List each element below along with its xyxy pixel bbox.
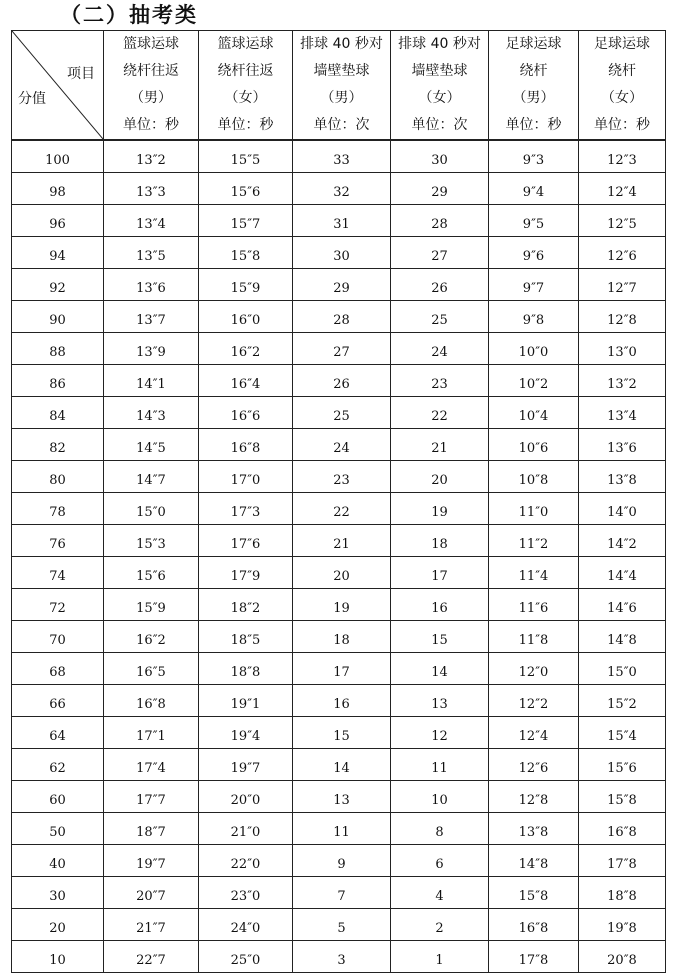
column-header-line: 单位：秒 (505, 117, 562, 133)
value-cell: 16″8 (104, 685, 199, 717)
value-cell: 13″4 (104, 205, 199, 237)
table-row (12, 845, 666, 877)
value-cell: 16″8 (579, 813, 666, 845)
value-cell: 13″6 (104, 269, 199, 301)
score-cell: 94 (12, 237, 104, 269)
value-cell: 27 (293, 333, 391, 365)
value-cell: 16″2 (104, 621, 199, 653)
table-row (12, 365, 666, 397)
value-cell: 13″5 (104, 237, 199, 269)
value-cell: 15″3 (104, 525, 199, 557)
value-cell: 13 (293, 781, 391, 813)
column-header-line: 绕杆往返 (123, 63, 179, 79)
column-header-line: 墙壁垫球 (411, 63, 468, 79)
value-cell: 26 (391, 269, 489, 301)
column-header-line: 绕杆往返 (217, 63, 274, 79)
value-cell: 33 (293, 140, 391, 173)
value-cell: 14″5 (104, 429, 199, 461)
score-table (11, 30, 666, 973)
value-cell: 18 (391, 525, 489, 557)
value-cell: 14 (293, 749, 391, 781)
table-row (12, 301, 666, 333)
value-cell: 12″3 (579, 140, 666, 173)
table-row (12, 205, 666, 237)
score-table-body (12, 140, 666, 973)
value-cell: 17″8 (489, 941, 579, 973)
value-cell: 16″6 (199, 397, 293, 429)
column-header-line: 排球 40 秒对 (398, 36, 481, 52)
page-title: （二）抽考类 (60, 3, 198, 27)
value-cell: 20″7 (104, 877, 199, 909)
value-cell: 14″4 (579, 557, 666, 589)
value-cell: 18″2 (199, 589, 293, 621)
value-cell: 22″7 (104, 941, 199, 973)
value-cell: 22 (293, 493, 391, 525)
value-cell: 6 (391, 845, 489, 877)
value-cell: 26 (293, 365, 391, 397)
value-cell: 17″4 (104, 749, 199, 781)
value-cell: 11″0 (489, 493, 579, 525)
value-cell: 1 (391, 941, 489, 973)
score-cell: 84 (12, 397, 104, 429)
score-cell: 92 (12, 269, 104, 301)
value-cell: 11″8 (489, 621, 579, 653)
value-cell: 15 (293, 717, 391, 749)
corner-header-cell (12, 31, 104, 141)
value-cell: 11 (391, 749, 489, 781)
score-cell: 64 (12, 717, 104, 749)
value-cell: 16″5 (104, 653, 199, 685)
value-cell: 17″7 (104, 781, 199, 813)
value-cell: 17″8 (579, 845, 666, 877)
value-cell: 14″3 (104, 397, 199, 429)
corner-item-label: 项目 (67, 66, 95, 82)
value-cell: 17″9 (199, 557, 293, 589)
table-row (12, 493, 666, 525)
value-cell: 27 (391, 237, 489, 269)
value-cell: 20 (293, 557, 391, 589)
value-cell: 20 (391, 461, 489, 493)
value-cell: 16″8 (199, 429, 293, 461)
value-cell: 16″2 (199, 333, 293, 365)
value-cell: 12 (391, 717, 489, 749)
value-cell: 20″0 (199, 781, 293, 813)
value-cell: 10″2 (489, 365, 579, 397)
value-cell: 13″7 (104, 301, 199, 333)
column-header-line: 足球运球 (505, 36, 562, 52)
column-header-line: 单位：秒 (217, 117, 274, 133)
value-cell: 22″0 (199, 845, 293, 877)
value-cell: 3 (293, 941, 391, 973)
score-cell: 100 (12, 140, 104, 173)
value-cell: 11″2 (489, 525, 579, 557)
table-row (12, 621, 666, 653)
value-cell: 19″4 (199, 717, 293, 749)
value-cell: 13″0 (579, 333, 666, 365)
value-cell: 25″0 (199, 941, 293, 973)
value-cell: 12″0 (489, 653, 579, 685)
column-header-line: 单位：次 (313, 117, 370, 133)
table-row (12, 429, 666, 461)
value-cell: 19″7 (104, 845, 199, 877)
score-cell: 30 (12, 877, 104, 909)
value-cell: 7 (293, 877, 391, 909)
value-cell: 12″4 (579, 173, 666, 205)
value-cell: 23 (391, 365, 489, 397)
value-cell: 14″8 (579, 621, 666, 653)
table-row (12, 909, 666, 941)
value-cell: 23″0 (199, 877, 293, 909)
value-cell: 12″7 (579, 269, 666, 301)
table-row (12, 781, 666, 813)
score-cell: 50 (12, 813, 104, 845)
value-cell: 15″0 (579, 653, 666, 685)
value-cell: 9″8 (489, 301, 579, 333)
value-cell: 13″8 (579, 461, 666, 493)
column-header-line: 篮球运球 (217, 36, 274, 52)
column-header (579, 31, 666, 141)
value-cell: 2 (391, 909, 489, 941)
value-cell: 20″8 (579, 941, 666, 973)
column-header (199, 31, 293, 141)
table-row (12, 589, 666, 621)
value-cell: 14″1 (104, 365, 199, 397)
column-header-line: 排球 40 秒对 (300, 36, 383, 52)
value-cell: 10 (391, 781, 489, 813)
value-cell: 19″8 (579, 909, 666, 941)
column-header (293, 31, 391, 141)
value-cell: 4 (391, 877, 489, 909)
value-cell: 12″5 (579, 205, 666, 237)
value-cell: 14″2 (579, 525, 666, 557)
value-cell: 17″0 (199, 461, 293, 493)
value-cell: 18″5 (199, 621, 293, 653)
column-header (391, 31, 489, 141)
value-cell: 15″8 (579, 781, 666, 813)
value-cell: 15″4 (579, 717, 666, 749)
score-cell: 62 (12, 749, 104, 781)
table-row (12, 557, 666, 589)
table-row (12, 269, 666, 301)
value-cell: 13″9 (104, 333, 199, 365)
score-cell: 76 (12, 525, 104, 557)
table-row (12, 717, 666, 749)
value-cell: 15″8 (489, 877, 579, 909)
value-cell: 15″6 (104, 557, 199, 589)
value-cell: 14″7 (104, 461, 199, 493)
value-cell: 15″6 (579, 749, 666, 781)
value-cell: 17″1 (104, 717, 199, 749)
score-cell: 10 (12, 941, 104, 973)
value-cell: 5 (293, 909, 391, 941)
value-cell: 14 (391, 653, 489, 685)
score-cell: 74 (12, 557, 104, 589)
value-cell: 16″0 (199, 301, 293, 333)
value-cell: 13″6 (579, 429, 666, 461)
value-cell: 15″7 (199, 205, 293, 237)
value-cell: 24″0 (199, 909, 293, 941)
value-cell: 21 (391, 429, 489, 461)
value-cell: 28 (293, 301, 391, 333)
column-header-line: 篮球运球 (123, 36, 179, 52)
value-cell: 16″8 (489, 909, 579, 941)
value-cell: 11″4 (489, 557, 579, 589)
value-cell: 10″6 (489, 429, 579, 461)
score-cell: 82 (12, 429, 104, 461)
value-cell: 15″2 (579, 685, 666, 717)
value-cell: 10″8 (489, 461, 579, 493)
value-cell: 18 (293, 621, 391, 653)
score-cell: 98 (12, 173, 104, 205)
value-cell: 24 (293, 429, 391, 461)
column-header-line: 单位：秒 (594, 117, 650, 133)
column-header-line: 单位：秒 (123, 117, 179, 133)
value-cell: 13 (391, 685, 489, 717)
score-cell: 72 (12, 589, 104, 621)
score-cell: 66 (12, 685, 104, 717)
score-cell: 70 (12, 621, 104, 653)
value-cell: 18″8 (579, 877, 666, 909)
value-cell: 21 (293, 525, 391, 557)
table-row (12, 173, 666, 205)
column-header-line: （男） (320, 90, 363, 106)
value-cell: 28 (391, 205, 489, 237)
value-cell: 25 (293, 397, 391, 429)
value-cell: 29 (391, 173, 489, 205)
score-cell: 40 (12, 845, 104, 877)
value-cell: 14″8 (489, 845, 579, 877)
value-cell: 9″4 (489, 173, 579, 205)
header-row (12, 31, 666, 141)
value-cell: 13″3 (104, 173, 199, 205)
value-cell: 9″3 (489, 140, 579, 173)
score-cell: 20 (12, 909, 104, 941)
value-cell: 29 (293, 269, 391, 301)
value-cell: 16 (293, 685, 391, 717)
value-cell: 13″2 (579, 365, 666, 397)
value-cell: 16 (391, 589, 489, 621)
value-cell: 17 (293, 653, 391, 685)
column-header (104, 31, 199, 141)
value-cell: 19 (391, 493, 489, 525)
value-cell: 17 (391, 557, 489, 589)
score-cell: 78 (12, 493, 104, 525)
value-cell: 19 (293, 589, 391, 621)
value-cell: 13″2 (104, 140, 199, 173)
table-row (12, 237, 666, 269)
value-cell: 12″6 (489, 749, 579, 781)
table-row (12, 525, 666, 557)
value-cell: 15 (391, 621, 489, 653)
table-row (12, 461, 666, 493)
value-cell: 31 (293, 205, 391, 237)
value-cell: 22 (391, 397, 489, 429)
value-cell: 12″8 (579, 301, 666, 333)
value-cell: 12″4 (489, 717, 579, 749)
value-cell: 23 (293, 461, 391, 493)
table-row (12, 813, 666, 845)
value-cell: 15″0 (104, 493, 199, 525)
score-cell: 86 (12, 365, 104, 397)
column-header-line: 单位：次 (411, 117, 468, 133)
table-row (12, 653, 666, 685)
value-cell: 12″6 (579, 237, 666, 269)
table-row (12, 685, 666, 717)
value-cell: 21″7 (104, 909, 199, 941)
value-cell: 19″7 (199, 749, 293, 781)
table-row (12, 941, 666, 973)
value-cell: 14″6 (579, 589, 666, 621)
value-cell: 24 (391, 333, 489, 365)
value-cell: 25 (391, 301, 489, 333)
table-row (12, 333, 666, 365)
value-cell: 9″7 (489, 269, 579, 301)
value-cell: 17″3 (199, 493, 293, 525)
score-cell: 88 (12, 333, 104, 365)
value-cell: 30 (293, 237, 391, 269)
value-cell: 15″9 (104, 589, 199, 621)
column-header-line: （男） (512, 90, 555, 106)
value-cell: 11″6 (489, 589, 579, 621)
value-cell: 15″9 (199, 269, 293, 301)
score-cell: 96 (12, 205, 104, 237)
table-row (12, 397, 666, 429)
value-cell: 10″4 (489, 397, 579, 429)
value-cell: 17″6 (199, 525, 293, 557)
column-header-line: 绕杆 (519, 63, 548, 79)
value-cell: 12″8 (489, 781, 579, 813)
column-header-line: （女） (601, 90, 643, 106)
column-header-line: 绕杆 (608, 63, 636, 79)
value-cell: 32 (293, 173, 391, 205)
score-cell: 90 (12, 301, 104, 333)
column-header-line: 足球运球 (594, 36, 650, 52)
value-cell: 18″7 (104, 813, 199, 845)
value-cell: 21″0 (199, 813, 293, 845)
value-cell: 15″5 (199, 140, 293, 173)
value-cell: 9 (293, 845, 391, 877)
column-header-line: 墙壁垫球 (313, 63, 370, 79)
value-cell: 13″8 (489, 813, 579, 845)
score-cell: 60 (12, 781, 104, 813)
value-cell: 9″6 (489, 237, 579, 269)
score-cell: 80 (12, 461, 104, 493)
value-cell: 30 (391, 140, 489, 173)
value-cell: 15″8 (199, 237, 293, 269)
value-cell: 18″8 (199, 653, 293, 685)
column-header-line: （女） (224, 90, 267, 106)
value-cell: 19″1 (199, 685, 293, 717)
score-cell: 68 (12, 653, 104, 685)
column-header (489, 31, 579, 141)
table-row (12, 140, 666, 173)
table-row (12, 749, 666, 781)
value-cell: 15″6 (199, 173, 293, 205)
corner-score-label: 分值 (18, 91, 46, 107)
value-cell: 11 (293, 813, 391, 845)
value-cell: 10″0 (489, 333, 579, 365)
column-header-line: （男） (130, 90, 172, 106)
value-cell: 13″4 (579, 397, 666, 429)
value-cell: 14″0 (579, 493, 666, 525)
value-cell: 16″4 (199, 365, 293, 397)
column-header-line: （女） (418, 90, 461, 106)
value-cell: 12″2 (489, 685, 579, 717)
value-cell: 8 (391, 813, 489, 845)
value-cell: 9″5 (489, 205, 579, 237)
